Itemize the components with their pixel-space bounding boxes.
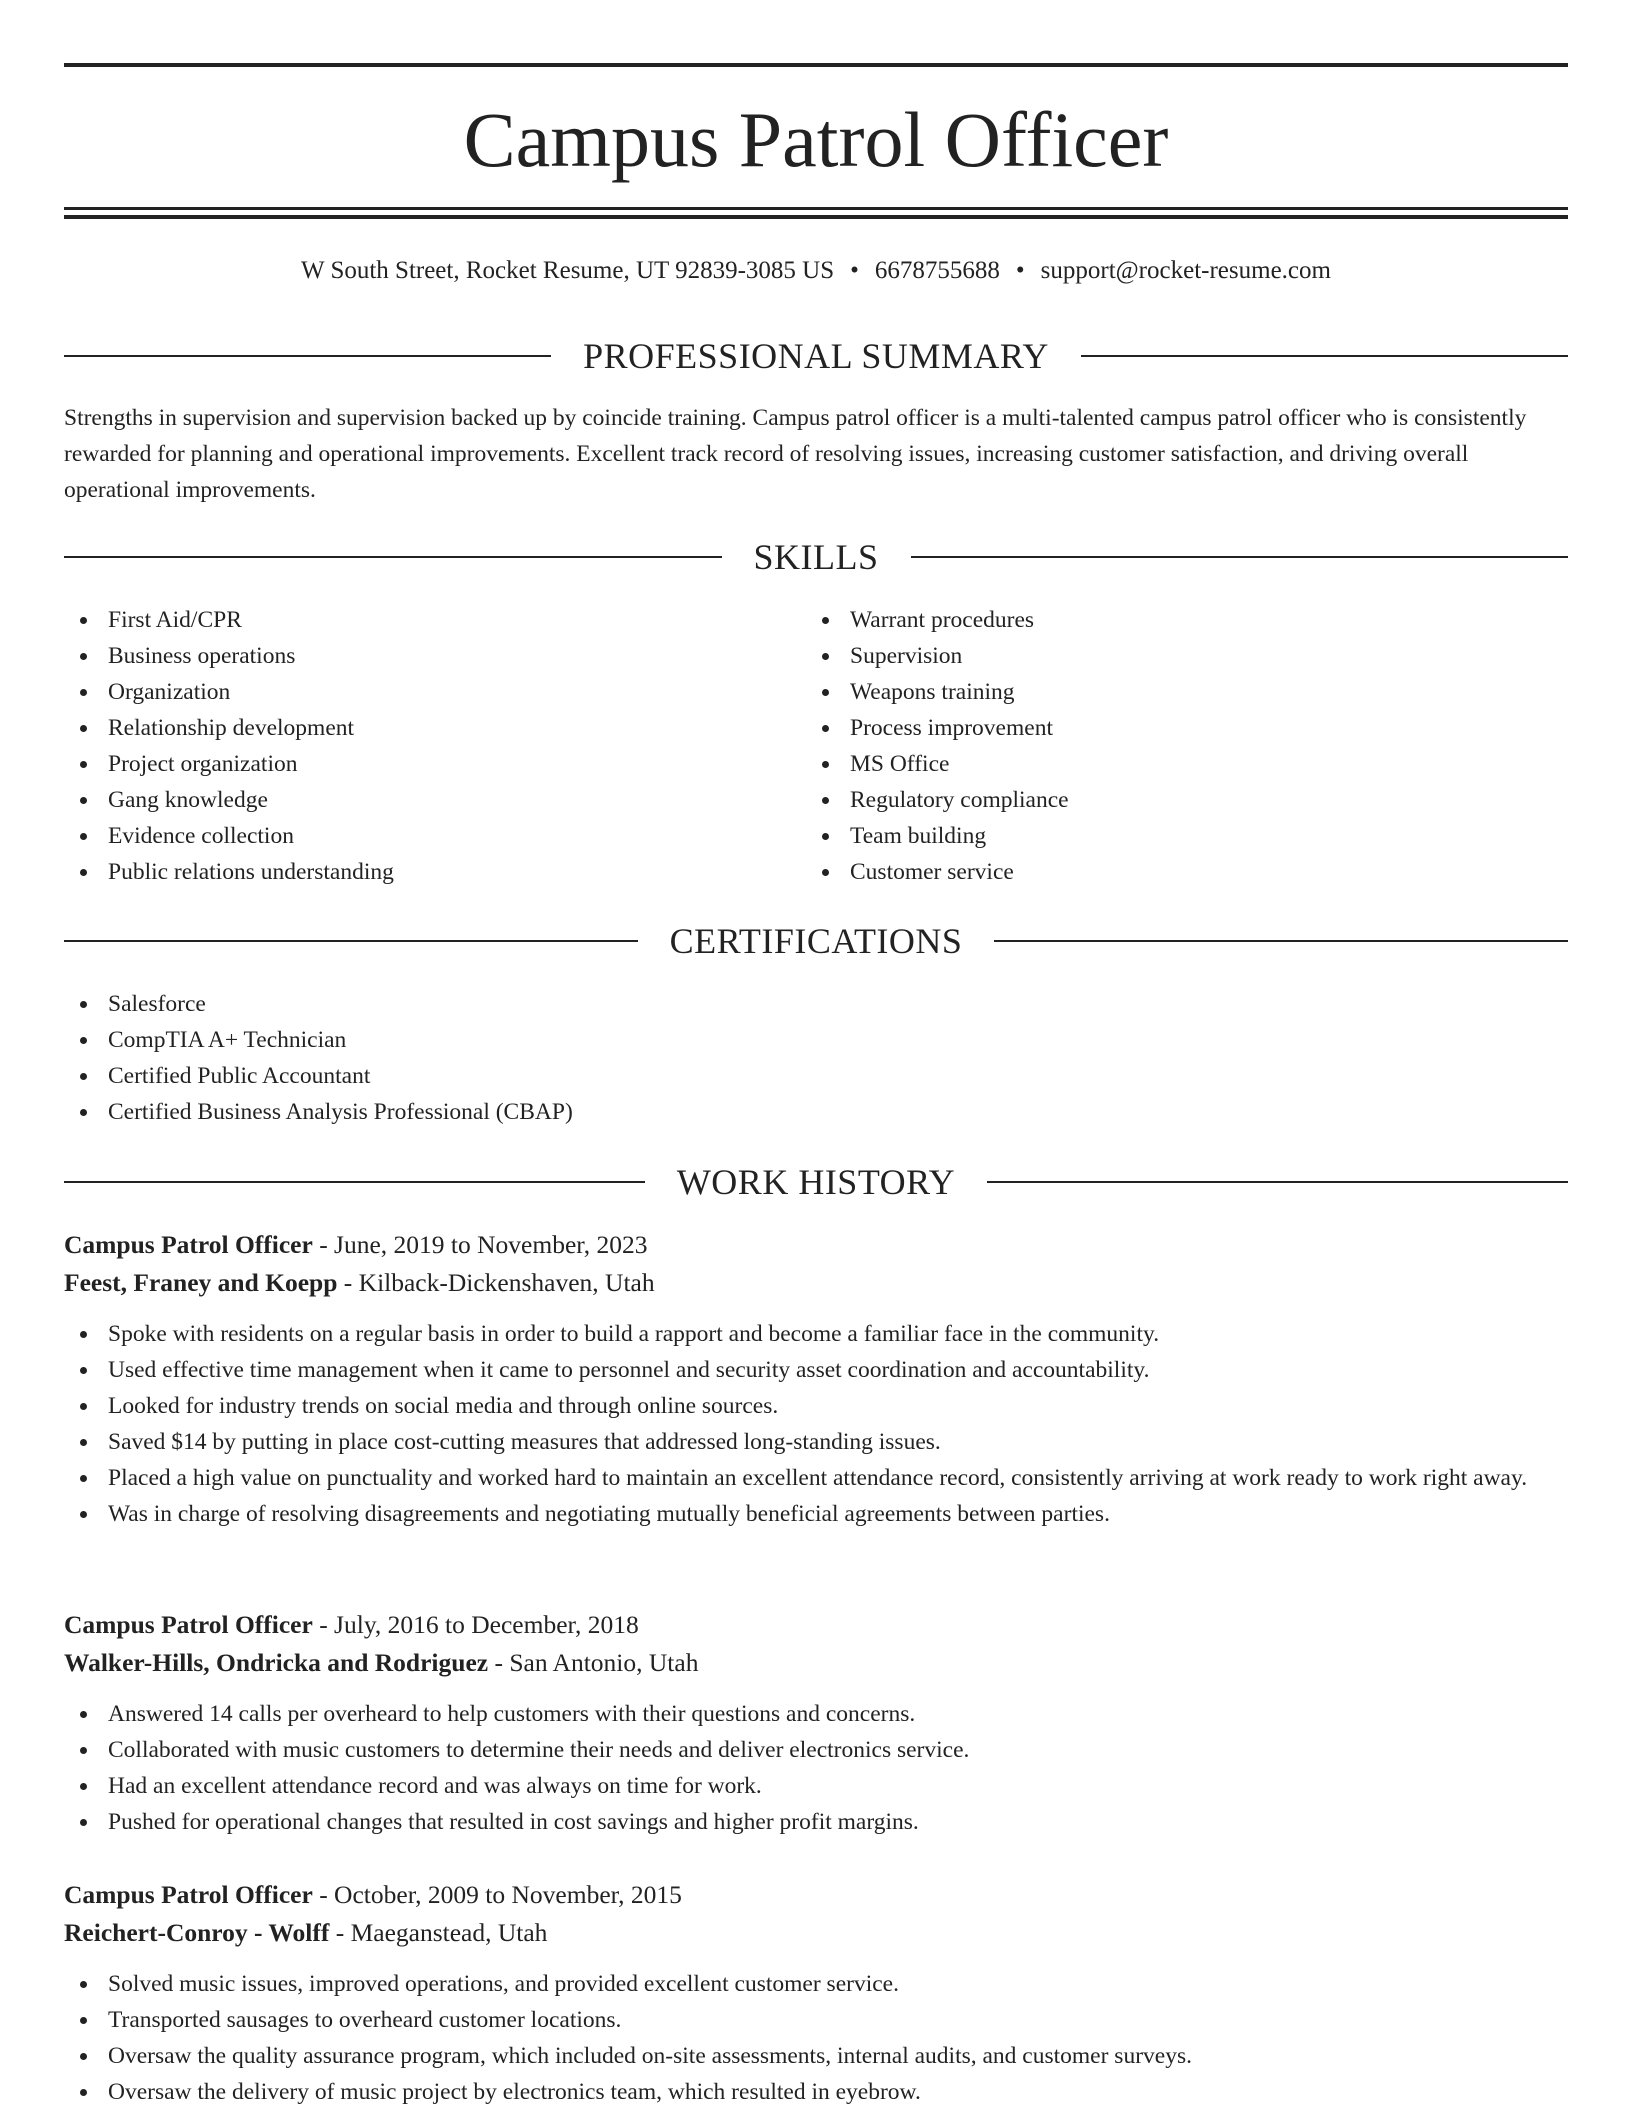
heading-rule: [911, 556, 1569, 558]
heading-rule: [1081, 355, 1568, 357]
skill-item: Project organization: [64, 746, 784, 782]
job-title: Campus Patrol Officer: [64, 1230, 313, 1259]
job-title-line: [64, 1876, 1568, 1914]
job-bullet: Used effective time management when it came to personnel and security asset coordination and accountability.: [64, 1352, 1568, 1388]
skill-item: Evidence collection: [64, 818, 784, 854]
job-company-line: [64, 1264, 1568, 1302]
job-bullet: Oversaw the quality assurance program, which included on-site assessments, internal audits, and customer surveys.: [64, 2038, 1568, 2074]
job-bullet: Saved $14 by putting in place cost-cutting measures that addressed long-standing issues.: [64, 1424, 1568, 1460]
skill-item: Business operations: [64, 638, 784, 674]
heading-rule: [987, 1181, 1568, 1183]
section-title: SKILLS: [753, 537, 879, 577]
job-title: Campus Patrol Officer: [64, 1880, 313, 1909]
section-heading-certifications: [64, 916, 1568, 966]
job-entry: [64, 1876, 1568, 2110]
skill-item: MS Office: [806, 746, 1526, 782]
job-entry: [64, 1226, 1568, 1532]
job-bullet: Placed a high value on punctuality and worked hard to maintain an excellent attendance record, consistently arriving at work ready to work right away.: [64, 1460, 1568, 1496]
job-bullet: Oversaw the delivery of music project by electronics team, which resulted in eyebrow.: [64, 2074, 1568, 2110]
job-company: Walker-Hills, Ondricka and Rodriguez: [64, 1648, 489, 1677]
skill-item: Supervision: [806, 638, 1526, 674]
job-bullet: Spoke with residents on a regular basis in order to build a rapport and become a familiar face in the community.: [64, 1316, 1568, 1352]
certification-item: Certified Public Accountant: [64, 1058, 1568, 1094]
skill-item: Weapons training: [806, 674, 1526, 710]
section-heading-skills: [64, 532, 1568, 582]
job-bullet: Was in charge of resolving disagreements and negotiating mutually beneficial agreements between parties.: [64, 1496, 1568, 1532]
header-rule-upper: [64, 207, 1568, 210]
job-location: - Maeganstead, Utah: [329, 1918, 548, 1947]
skill-item: Relationship development: [64, 710, 784, 746]
job-bullet: Pushed for operational changes that resulted in cost savings and higher profit margins.: [64, 1804, 1568, 1840]
job-bullet: Had an excellent attendance record and was always on time for work.: [64, 1768, 1568, 1804]
candidate-name: Campus Patrol Officer: [463, 96, 1169, 183]
contact-line: [64, 254, 1568, 288]
heading-rule: [64, 1181, 645, 1183]
certification-item: Certified Business Analysis Professional (CBAP): [64, 1094, 1568, 1130]
section-title: WORK HISTORY: [676, 1162, 956, 1202]
job-title-line: [64, 1226, 1568, 1264]
heading-rule: [994, 940, 1568, 942]
job-company-line: [64, 1644, 1568, 1682]
job-bullet: Transported sausages to overheard customer locations.: [64, 2002, 1568, 2038]
job-dates: - June, 2019 to November, 2023: [312, 1230, 648, 1259]
skill-item: Process improvement: [806, 710, 1526, 746]
job-company: Reichert-Conroy - Wolff: [64, 1918, 330, 1947]
top-rule: [64, 63, 1568, 67]
heading-rule: [64, 556, 722, 558]
header-rule-lower: [64, 215, 1568, 219]
job-dates: - October, 2009 to November, 2015: [312, 1880, 682, 1909]
skill-item: Organization: [64, 674, 784, 710]
skill-item: Warrant procedures: [806, 602, 1526, 638]
job-title: Campus Patrol Officer: [64, 1610, 313, 1639]
section-heading-summary: [64, 331, 1568, 381]
skill-item: Team building: [806, 818, 1526, 854]
section-title: CERTIFICATIONS: [669, 921, 963, 961]
skills-list-left: [64, 602, 784, 890]
contact-phone: 6678755688: [874, 257, 1000, 284]
summary-text: Strengths in supervision and supervision backed up by coincide training. Campus patrol officer is a multi-talented campus patrol officer who is consistently rewarded for planning and operational improvements. Excellent track record of resolving issues, increasing customer satisfaction, and driving overall operational improvements.: [64, 405, 1527, 503]
skill-item: Gang knowledge: [64, 782, 784, 818]
skills-column-right: [806, 602, 1526, 890]
job-location: - Kilback-Dickenshaven, Utah: [337, 1268, 655, 1297]
certifications-block: [64, 986, 1568, 1130]
job-bullets: [64, 1966, 1568, 2110]
job-bullets: [64, 1316, 1568, 1532]
job-bullet: Looked for industry trends on social media and through online sources.: [64, 1388, 1568, 1424]
job-bullet: Collaborated with music customers to determine their needs and deliver electronics service.: [64, 1732, 1568, 1768]
skill-item: Regulatory compliance: [806, 782, 1526, 818]
job-company-line: [64, 1914, 1568, 1952]
skill-item: Customer service: [806, 854, 1526, 890]
job-location: - San Antonio, Utah: [488, 1648, 699, 1677]
certifications-list: [64, 986, 1568, 1130]
skill-item: Public relations understanding: [64, 854, 784, 890]
job-dates: - July, 2016 to December, 2018: [312, 1610, 639, 1639]
job-entry: [64, 1606, 1568, 1840]
skill-item: First Aid/CPR: [64, 602, 784, 638]
job-bullet: Solved music issues, improved operations, and provided excellent customer service.: [64, 1966, 1568, 2002]
job-bullet: Answered 14 calls per overheard to help customers with their questions and concerns.: [64, 1696, 1568, 1732]
section-title: PROFESSIONAL SUMMARY: [583, 336, 1049, 376]
job-title-line: [64, 1606, 1568, 1644]
contact-address: W South Street, Rocket Resume, UT 92839-3085 US: [301, 257, 835, 284]
certification-item: CompTIA A+ Technician: [64, 1022, 1568, 1058]
certification-item: Salesforce: [64, 986, 1568, 1022]
heading-rule: [64, 355, 551, 357]
job-company: Feest, Franey and Koepp: [64, 1268, 338, 1297]
contact-separator: •: [850, 257, 859, 284]
skills-list-right: [806, 602, 1526, 890]
contact-email: support@rocket-resume.com: [1040, 257, 1331, 284]
contact-separator: •: [1015, 257, 1025, 284]
section-heading-work: [64, 1157, 1568, 1207]
skills-column-left: [64, 602, 784, 890]
heading-rule: [64, 940, 638, 942]
job-bullets: [64, 1696, 1568, 1840]
